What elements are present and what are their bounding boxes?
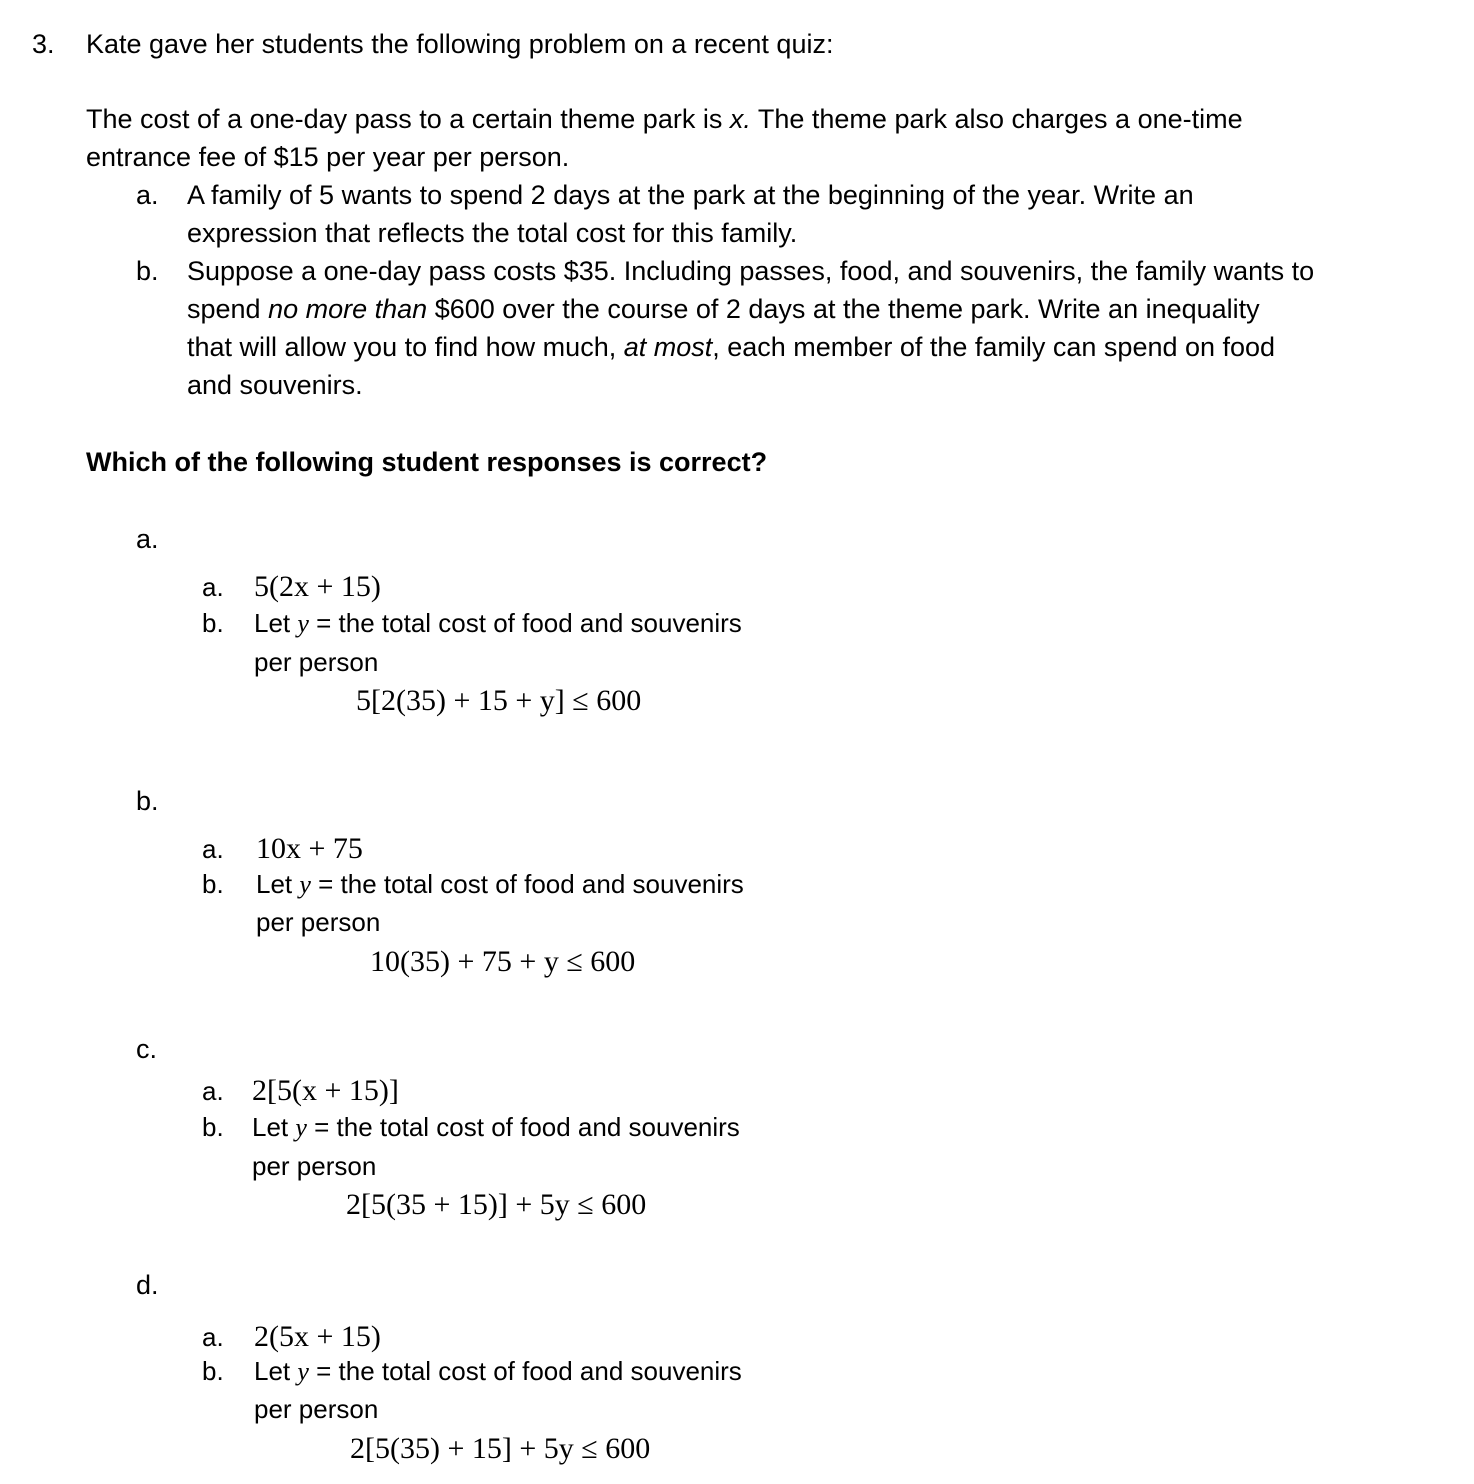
emphasis-no-more-than: no more than bbox=[268, 294, 428, 324]
choice-per-person: per person bbox=[256, 907, 381, 937]
let-definition: = the total cost of food and souvenirs bbox=[308, 608, 742, 638]
part-b-line-1: Suppose a one-day pass costs $35. Including passes, food, and souvenirs, the family wants to bbox=[187, 256, 1315, 286]
problem-line-1 bbox=[86, 106, 1243, 133]
question-prompt: Which of the following student responses is correct? bbox=[86, 447, 768, 477]
choice-let-line bbox=[256, 871, 744, 898]
part-b-line-3-rest: , each member of the family can spend on food bbox=[712, 332, 1276, 362]
choice-part-a-label: a. bbox=[202, 1076, 224, 1106]
choice-inequality: 2[5(35) + 15] + 5y ≤ 600 bbox=[350, 1432, 651, 1465]
choice-part-a-label: a. bbox=[202, 1322, 224, 1352]
part-b-line-4: and souvenirs. bbox=[187, 370, 363, 400]
choice-part-b-label: b. bbox=[202, 869, 224, 899]
choice-part-b-label: b. bbox=[202, 608, 224, 638]
part-b-line-3 bbox=[187, 334, 1275, 361]
variable-y: y bbox=[299, 870, 311, 899]
let-definition: = the total cost of food and souvenirs bbox=[310, 869, 744, 899]
choice-expression: 2(5x + 15) bbox=[254, 1320, 381, 1353]
choice-per-person: per person bbox=[254, 647, 379, 677]
emphasis-at-most: at most bbox=[623, 332, 713, 362]
choice-part-a-label: a. bbox=[202, 834, 224, 864]
choice-let-line bbox=[252, 1114, 740, 1141]
choice-label[interactable]: a. bbox=[136, 524, 159, 554]
part-b-line-2-rest: $600 over the course of 2 days at the theme park. Write an inequality bbox=[427, 294, 1260, 324]
part-b-line-3-text: that will allow you to find how much, bbox=[187, 332, 624, 362]
part-b-line-2 bbox=[187, 296, 1260, 323]
let-text: Let bbox=[256, 869, 300, 899]
choice-expression: 10x + 75 bbox=[256, 832, 363, 865]
problem-line-1-rest: The theme park also charges a one-time bbox=[750, 104, 1243, 134]
choice-label[interactable]: c. bbox=[136, 1034, 158, 1064]
problem-line-2: entrance fee of $15 per year per person. bbox=[86, 142, 570, 172]
choice-part-b-label: b. bbox=[202, 1356, 224, 1386]
part-a-label: a. bbox=[136, 180, 159, 210]
choice-part-b-label: b. bbox=[202, 1112, 224, 1142]
part-a-line-1: A family of 5 wants to spend 2 days at the park at the beginning of the year. Write an bbox=[187, 180, 1194, 210]
part-a-line-2: expression that reflects the total cost for this family. bbox=[187, 218, 798, 248]
choice-part-a-label: a. bbox=[202, 572, 224, 602]
choice-label[interactable]: b. bbox=[136, 786, 159, 816]
choice-inequality: 5[2(35) + 15 + y] ≤ 600 bbox=[356, 684, 642, 717]
let-definition: = the total cost of food and souvenirs bbox=[306, 1112, 740, 1142]
choice-inequality: 10(35) + 75 + y ≤ 600 bbox=[370, 945, 636, 978]
variable-x: x. bbox=[729, 104, 751, 134]
let-definition: = the total cost of food and souvenirs bbox=[308, 1356, 742, 1386]
choice-per-person: per person bbox=[254, 1394, 379, 1424]
let-text: Let bbox=[254, 1356, 298, 1386]
question-intro: Kate gave her students the following problem on a recent quiz: bbox=[86, 29, 834, 59]
problem-line-1-text: The cost of a one-day pass to a certain theme park is bbox=[86, 104, 730, 134]
variable-y: y bbox=[297, 609, 309, 638]
variable-y: y bbox=[297, 1357, 309, 1386]
variable-y: y bbox=[295, 1113, 307, 1142]
choice-expression: 5(2x + 15) bbox=[254, 570, 381, 603]
question-number: 3. bbox=[32, 29, 55, 59]
part-b-label: b. bbox=[136, 256, 159, 286]
part-b-line-2-text: spend bbox=[187, 294, 269, 324]
let-text: Let bbox=[252, 1112, 296, 1142]
choice-inequality: 2[5(35 + 15)] + 5y ≤ 600 bbox=[346, 1188, 647, 1221]
choice-label[interactable]: d. bbox=[136, 1270, 159, 1300]
choice-expression: 2[5(x + 15)] bbox=[252, 1074, 399, 1107]
choice-let-line bbox=[254, 610, 742, 637]
choice-let-line bbox=[254, 1358, 742, 1385]
let-text: Let bbox=[254, 608, 298, 638]
choice-per-person: per person bbox=[252, 1151, 377, 1181]
